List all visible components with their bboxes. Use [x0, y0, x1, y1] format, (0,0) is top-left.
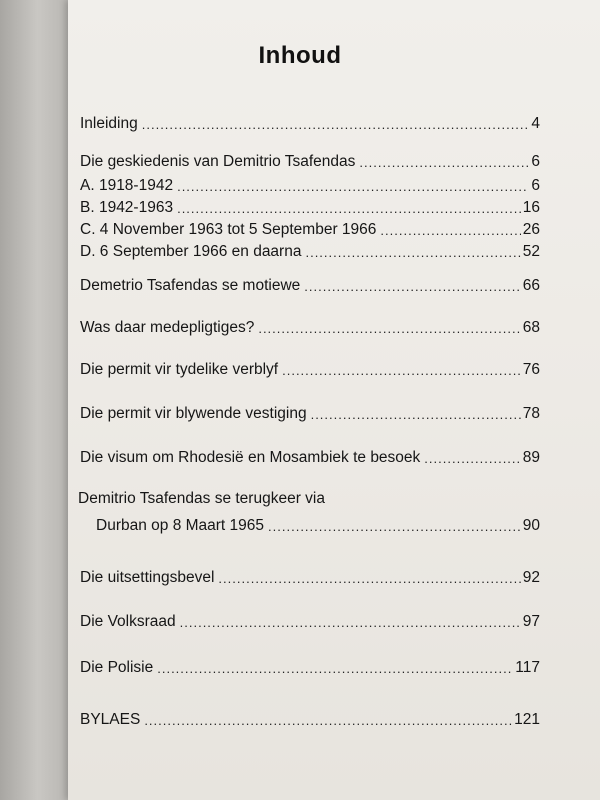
toc-subentry [80, 172, 540, 196]
toc-entry-page: 68 [522, 319, 540, 336]
toc-entry-label: Die permit vir blywende vestiging [80, 405, 307, 422]
toc-entry-label: Die uitsettingsbevel [80, 569, 215, 586]
toc-entry [80, 654, 540, 678]
toc-entry-label: Die visum om Rhodesië en Mosambiek te besoek [80, 449, 421, 466]
toc-entry-label: D. 6 September 1966 en daarna [80, 243, 302, 260]
toc-entry [80, 272, 540, 296]
dot-leader [282, 364, 521, 377]
toc-entry-page: 4 [531, 115, 540, 132]
toc-entry-page: 78 [522, 405, 540, 422]
dot-leader [142, 118, 528, 131]
dot-leader [359, 156, 528, 169]
dot-leader [177, 202, 521, 215]
toc-entry-page: 6 [531, 177, 540, 194]
toc-entry-page: 76 [522, 361, 540, 378]
page-title: Inhoud [258, 42, 342, 69]
toc-entry-page: 52 [522, 243, 540, 260]
toc-entry-page: 90 [522, 517, 540, 534]
dot-leader [177, 180, 528, 193]
toc-entry [80, 400, 540, 424]
toc-entry-label: Inleiding [80, 115, 138, 132]
toc-subentry [80, 194, 540, 218]
toc-entry [80, 314, 540, 338]
toc-entry-page: 121 [514, 711, 540, 728]
toc-entry [80, 608, 540, 632]
dot-leader [157, 662, 513, 675]
dot-leader [218, 572, 520, 585]
dot-leader [304, 280, 520, 293]
toc-entry-label: Die geskiedenis van Demitrio Tsafendas [80, 153, 356, 170]
toc-entry-label: Was daar medepligtiges? [80, 319, 255, 336]
toc-entry-label: BYLAES [80, 711, 141, 728]
dot-leader [268, 520, 521, 533]
left-page-edge [0, 0, 68, 800]
toc-entry [80, 356, 540, 380]
dot-leader [144, 714, 512, 727]
toc-entry-page: 97 [522, 613, 540, 630]
toc-entry-label-continued: Durban op 8 Maart 1965 [96, 517, 265, 534]
toc-entry-label: C. 4 November 1963 tot 5 September 1966 [80, 221, 377, 238]
dot-leader [424, 452, 520, 465]
dot-leader [180, 616, 521, 629]
toc-entry-label: A. 1918-1942 [80, 177, 174, 194]
dot-leader [258, 322, 520, 335]
toc-entry [80, 148, 540, 172]
toc-entry-label: Die Polisie [80, 659, 154, 676]
dot-leader [305, 246, 520, 259]
toc-entry-page: 66 [522, 277, 540, 294]
toc-entry-label: Demitrio Tsafendas se terugkeer via [78, 490, 325, 507]
toc-entry-label: B. 1942-1963 [80, 199, 174, 216]
toc-entry-label: Die Volksraad [80, 613, 176, 630]
toc-entry [80, 444, 540, 468]
toc-entry-label: Die permit vir tydelike verblyf [80, 361, 279, 378]
toc-entry-page: 92 [522, 569, 540, 586]
toc-entry [80, 706, 540, 730]
toc-entry [80, 110, 540, 134]
toc-entry-page: 89 [522, 449, 540, 466]
toc-entry [96, 512, 540, 536]
toc-subentry [80, 216, 540, 240]
toc-entry-page: 117 [515, 659, 540, 676]
toc-entry-page: 6 [531, 153, 540, 170]
toc-entry-label: Demetrio Tsafendas se motiewe [80, 277, 301, 294]
toc-entry-page: 26 [522, 221, 540, 238]
dot-leader [380, 224, 520, 237]
toc-subentry [80, 238, 540, 262]
toc-entry-page: 16 [522, 199, 540, 216]
dot-leader [311, 408, 521, 421]
toc-entry [80, 564, 540, 588]
